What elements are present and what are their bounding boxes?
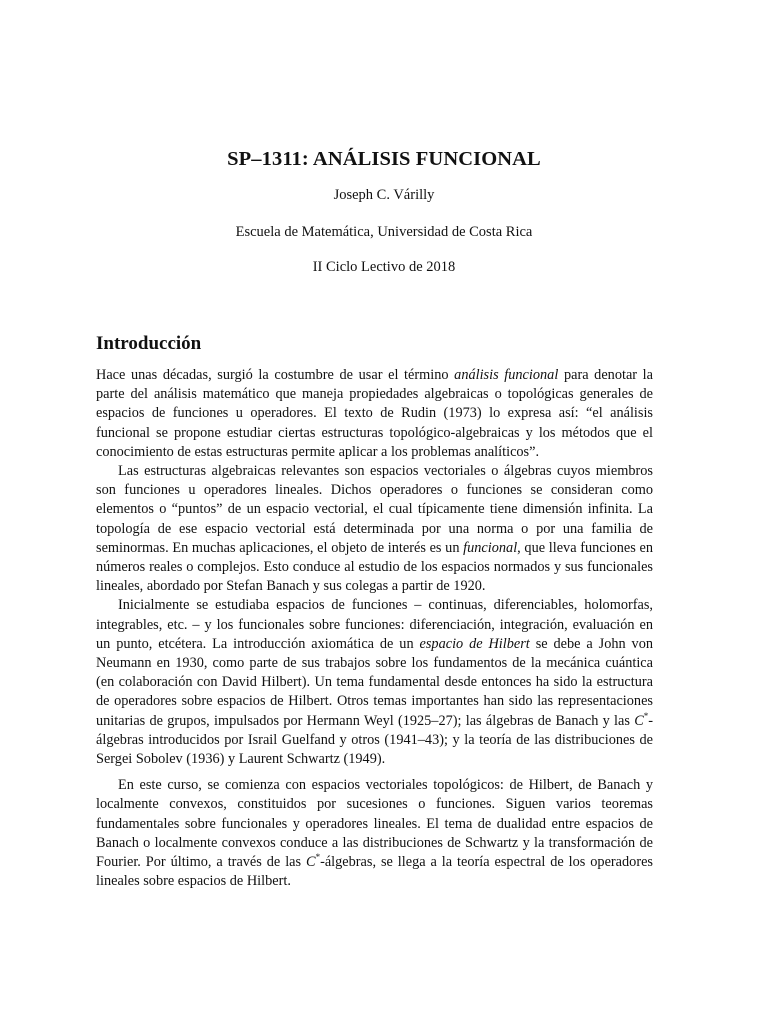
section-heading: Introducción: [96, 333, 202, 354]
body-text: [96, 366, 653, 891]
emphasis-text: funcional: [463, 539, 518, 556]
author-name: Joseph C. Várilly: [333, 187, 435, 203]
text-run: se debe a John von Neumann en 1930, como parte de sus trabajos sobre los fundamentos de la mecánica cuántica (en colaboración con David Hilbert). Un tema fundamental desde entonces ha sido la estructura de operadores sobre espacios de Hilbert. Otros temas importantes han sido las representaciones unitarias de grupos, impulsados por Hermann Weyl (1925–27); las álgebras de Banach y las: [96, 635, 654, 729]
document-title: SP–1311: ANÁLISIS FUNCIONAL: [227, 148, 541, 170]
text-run: para denotar la parte del análisis matemático que maneja propiedades algebraicas o topológicas generales de espacios de funciones u operadores. El texto de Rudin (1973) lo expresa así: “el análisis funcional se propone estudiar ciertas estructuras topológico-algebraicas y los métodos que el conocimiento de estas estructuras permite aplicar a los problemas analíticos”.: [96, 367, 653, 460]
text-run: -álgebras introducidos por Israil Guelfand y otros (1941–43); y la teoría de las distribuciones de Sergei Sobolev (1936) y Laurent Schwartz (1949).: [96, 712, 653, 768]
affiliation: Escuela de Matemática, Universidad de Costa Rica: [235, 224, 533, 240]
emphasis-text: análisis funcional: [454, 367, 559, 383]
emphasis-text: espacio de Hilbert: [419, 635, 530, 652]
paragraph: [96, 462, 653, 596]
paragraph: [96, 366, 653, 462]
text-run: Inicialmente se estudiaba espacios de funciones – continuas, diferenciables, holomorfas, integrables, etc. – y los funcionales sobre funciones: diferenciación, integración, evaluación en un punto, etcétera. La introducción axiomática de un: [96, 597, 653, 652]
academic-term: II Ciclo Lectivo de 2018: [312, 259, 456, 275]
math-symbol: C: [634, 712, 644, 729]
paragraph: [96, 596, 653, 769]
paragraph: [96, 776, 653, 891]
text-run: En este curso, se comienza con espacios vectoriales topológicos: de Hilbert, de Banach y localmente convexos, constituidos por sucesiones o funciones. Siguen varios teoremas fundamentales sobre funcionales y operadores lineales. El tema de dualidad entre espacios de Banach o localmente convexos conduce a las distribuciones de Schwartz y la transformación de Fourier. Por último, a través de las: [96, 777, 653, 871]
math-superscript: *: [315, 852, 321, 863]
math-symbol: C: [306, 854, 316, 871]
math-superscript: *: [643, 710, 649, 721]
text-run: -álgebras, se llega a la teoría espectral de los operadores lineales sobre espacios de Hilbert.: [96, 854, 653, 890]
text-run: Hace unas décadas, surgió la costumbre de usar el término: [96, 367, 455, 383]
text-run: , que lleva funciones en números reales o complejos. Esto conduce al estudio de los espacios normados y sus funcionales lineales, abordado por Stefan Banach y sus colegas a partir de 1920.: [96, 539, 653, 595]
text-run: Las estructuras algebraicas relevantes son espacios vectoriales o álgebras cuyos miembros son funciones u operadores lineales. Dichos operadores o funciones se consideran como elementos o “puntos” de un espacio vectorial, el cual típicamente tiene dimensión infinita. La topología de ese espacio vectorial está determinada por una norma o por una familia de seminormas. En muchas aplicaciones, el objeto de interés es un: [96, 463, 653, 556]
